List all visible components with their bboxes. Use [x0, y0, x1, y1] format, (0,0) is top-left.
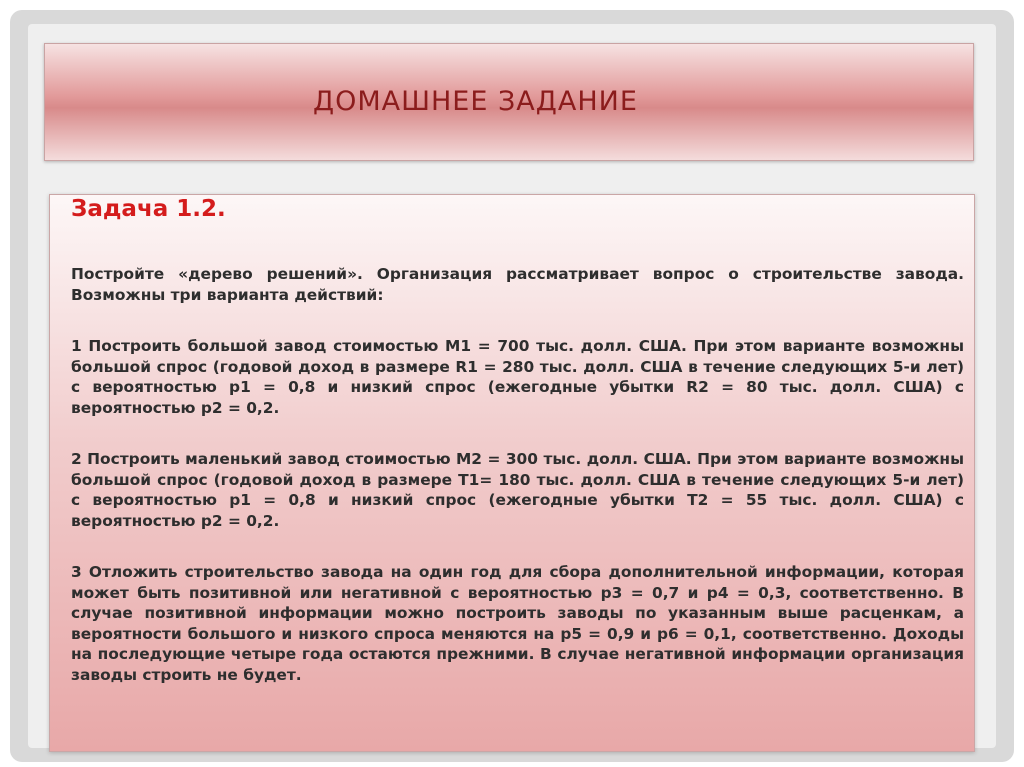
- option-1-paragraph: 1 Построить большой завод стоимостью М1 = 700 тыс. долл. США. При этом варианте возможны большой спрос (годовой доход в размере R1 = 280 тыс. долл. США в течение следующих 5-и лет) с вероятностью p1 = 0,8 и низкий спрос (ежегодные убытки R2 = 80 тыс. долл. США) с вероятностью p2 = 0,2.: [71, 337, 964, 417]
- option-2-paragraph: 2 Построить маленький завод стоимостью М2 = 300 тыс. долл. США. При этом варианте возможны большой спрос (годовой доход в размере T1= 180 тыс. долл. США в течение следующих 5-и лет) с вероятностью p1 = 0,8 и низкий спрос (ежегодные убытки T2 = 55 тыс. долл. США) с вероятностью p2 = 0,2.: [71, 450, 964, 530]
- slide-title: ДОМАШНЕЕ ЗАДАНИЕ: [313, 86, 638, 117]
- title-banner: [44, 43, 974, 161]
- option-3-paragraph: 3 Отложить строительство завода на один год для сбора дополнительной информации, которая может быть позитивной или негативной с вероятностью p3 = 0,7 и p4 = 0,3, соответственно. В случае позитивной информации можно построить заводы по указанным выше расценкам, а вероятности большого и низкого спроса меняются на p5 = 0,9 и p6 = 0,1, соответственно. Доходы на последующие четыре года остаются прежними. В случае негативной информации организация заводы строить не будет.: [71, 563, 964, 684]
- task-intro-paragraph: Постройте «дерево решений». Организация рассматривает вопрос о строительстве завода. Возможны три варианта действий:: [71, 265, 964, 304]
- task-title: Задача 1.2.: [71, 196, 226, 222]
